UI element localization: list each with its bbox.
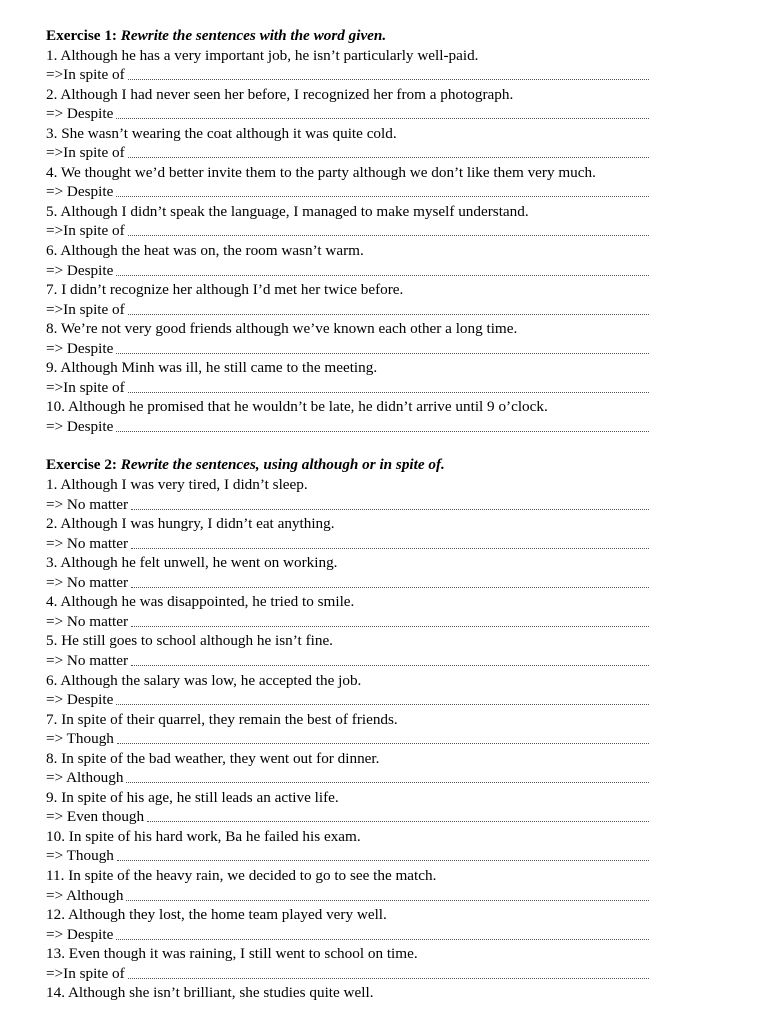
answer-blank[interactable] bbox=[126, 888, 649, 901]
question-sentence: 9. Although Minh was ill, he still came to the meeting. bbox=[46, 359, 378, 377]
question-sentence: 4. We thought we’d better invite them to the party although we don’t like them very much. bbox=[46, 163, 596, 181]
question-sentence: 2. Although I had never seen her before, I recognized her from a photograph. bbox=[46, 85, 514, 103]
answer-prompt: => Despite bbox=[46, 691, 114, 709]
answer-line bbox=[46, 417, 649, 437]
question-sentence: 7. In spite of their quarrel, they remain the best of friends. bbox=[46, 710, 398, 728]
answer-blank[interactable] bbox=[126, 770, 649, 783]
answer-prompt: => Despite bbox=[46, 339, 114, 357]
exercise-2-label: Exercise 2: bbox=[46, 456, 117, 474]
question-sentence: 10. In spite of his hard work, Ba he failed his exam. bbox=[46, 827, 361, 845]
answer-line bbox=[46, 378, 649, 398]
exercise-1 bbox=[46, 26, 706, 436]
answer-blank[interactable] bbox=[116, 692, 649, 705]
answer-line bbox=[46, 182, 649, 202]
question-sentence: 2. Although I was hungry, I didn’t eat anything. bbox=[46, 515, 335, 533]
exercise-1-heading bbox=[46, 26, 706, 46]
answer-blank[interactable] bbox=[116, 341, 649, 354]
question-sentence: 1. Although he has a very important job, he isn’t particularly well-paid. bbox=[46, 46, 479, 64]
answer-prompt: => No matter bbox=[46, 651, 129, 669]
answer-line bbox=[46, 339, 649, 359]
answer-blank[interactable] bbox=[116, 263, 649, 276]
answer-blank[interactable] bbox=[131, 497, 649, 510]
exercise-2-instruction: Rewrite the sentences, using although or in spite of. bbox=[120, 456, 445, 474]
question-sentence: 8. We’re not very good friends although we’ve known each other a long time. bbox=[46, 320, 518, 338]
answer-blank[interactable] bbox=[128, 145, 649, 158]
answer-prompt: => No matter bbox=[46, 495, 129, 513]
answer-blank[interactable] bbox=[128, 966, 649, 979]
question-sentence: 7. I didn’t recognize her although I’d met her twice before. bbox=[46, 281, 404, 299]
answer-blank[interactable] bbox=[116, 184, 649, 197]
question-sentence: 8. In spite of the bad weather, they went out for dinner. bbox=[46, 749, 380, 767]
answer-blank[interactable] bbox=[128, 67, 649, 80]
exercise-1-label: Exercise 1: bbox=[46, 27, 117, 44]
answer-prompt: => Though bbox=[46, 730, 114, 748]
answer-prompt: => Despite bbox=[46, 925, 114, 943]
exercise-2 bbox=[46, 455, 706, 1002]
answer-prompt: => Despite bbox=[46, 417, 114, 435]
answer-blank[interactable] bbox=[128, 223, 649, 236]
answer-prompt: => Despite bbox=[46, 105, 114, 123]
answer-line bbox=[46, 65, 649, 85]
answer-prompt: => Although bbox=[46, 886, 124, 904]
answer-line bbox=[46, 807, 649, 827]
question-sentence: 9. In spite of his age, he still leads an active life. bbox=[46, 788, 339, 806]
answer-blank[interactable] bbox=[131, 575, 649, 588]
answer-line bbox=[46, 573, 649, 593]
answer-blank[interactable] bbox=[116, 419, 649, 432]
answer-blank[interactable] bbox=[117, 848, 649, 861]
answer-prompt: => Despite bbox=[46, 261, 114, 279]
answer-line bbox=[46, 690, 649, 710]
answer-line bbox=[46, 221, 649, 241]
answer-blank[interactable] bbox=[116, 927, 649, 940]
answer-line bbox=[46, 925, 649, 945]
answer-line bbox=[46, 261, 649, 281]
answer-prompt: =>In spite of bbox=[46, 66, 125, 84]
answer-prompt: =>In spite of bbox=[46, 964, 125, 982]
answer-prompt: => Although bbox=[46, 769, 124, 787]
answer-line bbox=[46, 495, 649, 515]
exercise-2-heading bbox=[46, 455, 706, 475]
question-sentence: 14. Although she isn’t brilliant, she studies quite well. bbox=[46, 984, 374, 1002]
answer-line bbox=[46, 729, 649, 749]
answer-blank[interactable] bbox=[128, 302, 649, 315]
answer-blank[interactable] bbox=[131, 653, 649, 666]
question-sentence: 12. Although they lost, the home team played very well. bbox=[46, 906, 387, 924]
answer-line bbox=[46, 768, 649, 788]
answer-line bbox=[46, 846, 649, 866]
answer-line bbox=[46, 612, 649, 632]
question-sentence: 6. Although the salary was low, he accepted the job. bbox=[46, 671, 362, 689]
answer-prompt: => No matter bbox=[46, 534, 129, 552]
answer-prompt: => No matter bbox=[46, 573, 129, 591]
question-sentence: 3. Although he felt unwell, he went on working. bbox=[46, 554, 338, 572]
answer-line bbox=[46, 534, 649, 554]
question-sentence: 5. Although I didn’t speak the language, I managed to make myself understand. bbox=[46, 202, 529, 220]
answer-prompt: => Though bbox=[46, 847, 114, 865]
exercise-1-instruction: Rewrite the sentences with the word given. bbox=[120, 27, 387, 44]
answer-line bbox=[46, 143, 649, 163]
answer-prompt: =>In spite of bbox=[46, 300, 125, 318]
exercise-1-items bbox=[46, 46, 706, 437]
answer-prompt: => Even though bbox=[46, 808, 145, 826]
answer-line bbox=[46, 300, 649, 320]
question-sentence: 6. Although the heat was on, the room wasn’t warm. bbox=[46, 242, 364, 260]
answer-blank[interactable] bbox=[147, 809, 649, 822]
exercise-2-items bbox=[46, 475, 706, 1003]
answer-line bbox=[46, 651, 649, 671]
question-sentence: 11. In spite of the heavy rain, we decided to go to see the match. bbox=[46, 866, 437, 884]
answer-line bbox=[46, 964, 649, 984]
answer-blank[interactable] bbox=[116, 106, 649, 119]
answer-prompt: =>In spite of bbox=[46, 144, 125, 162]
question-sentence: 13. Even though it was raining, I still went to school on time. bbox=[46, 945, 418, 963]
answer-blank[interactable] bbox=[131, 614, 649, 627]
question-sentence: 5. He still goes to school although he isn’t fine. bbox=[46, 632, 333, 650]
answer-prompt: =>In spite of bbox=[46, 378, 125, 396]
answer-blank[interactable] bbox=[117, 731, 649, 744]
question-sentence: 1. Although I was very tired, I didn’t sleep. bbox=[46, 476, 308, 494]
question-sentence: 3. She wasn’t wearing the coat although it was quite cold. bbox=[46, 124, 397, 142]
question-sentence: 4. Although he was disappointed, he tried to smile. bbox=[46, 593, 355, 611]
question-sentence: 10. Although he promised that he wouldn’t be late, he didn’t arrive until 9 o’clock. bbox=[46, 398, 548, 416]
answer-line bbox=[46, 104, 649, 124]
answer-blank[interactable] bbox=[128, 380, 649, 393]
answer-prompt: => No matter bbox=[46, 612, 129, 630]
answer-prompt: =>In spite of bbox=[46, 222, 125, 240]
answer-prompt: => Despite bbox=[46, 183, 114, 201]
answer-line bbox=[46, 886, 649, 906]
answer-blank[interactable] bbox=[131, 536, 649, 549]
